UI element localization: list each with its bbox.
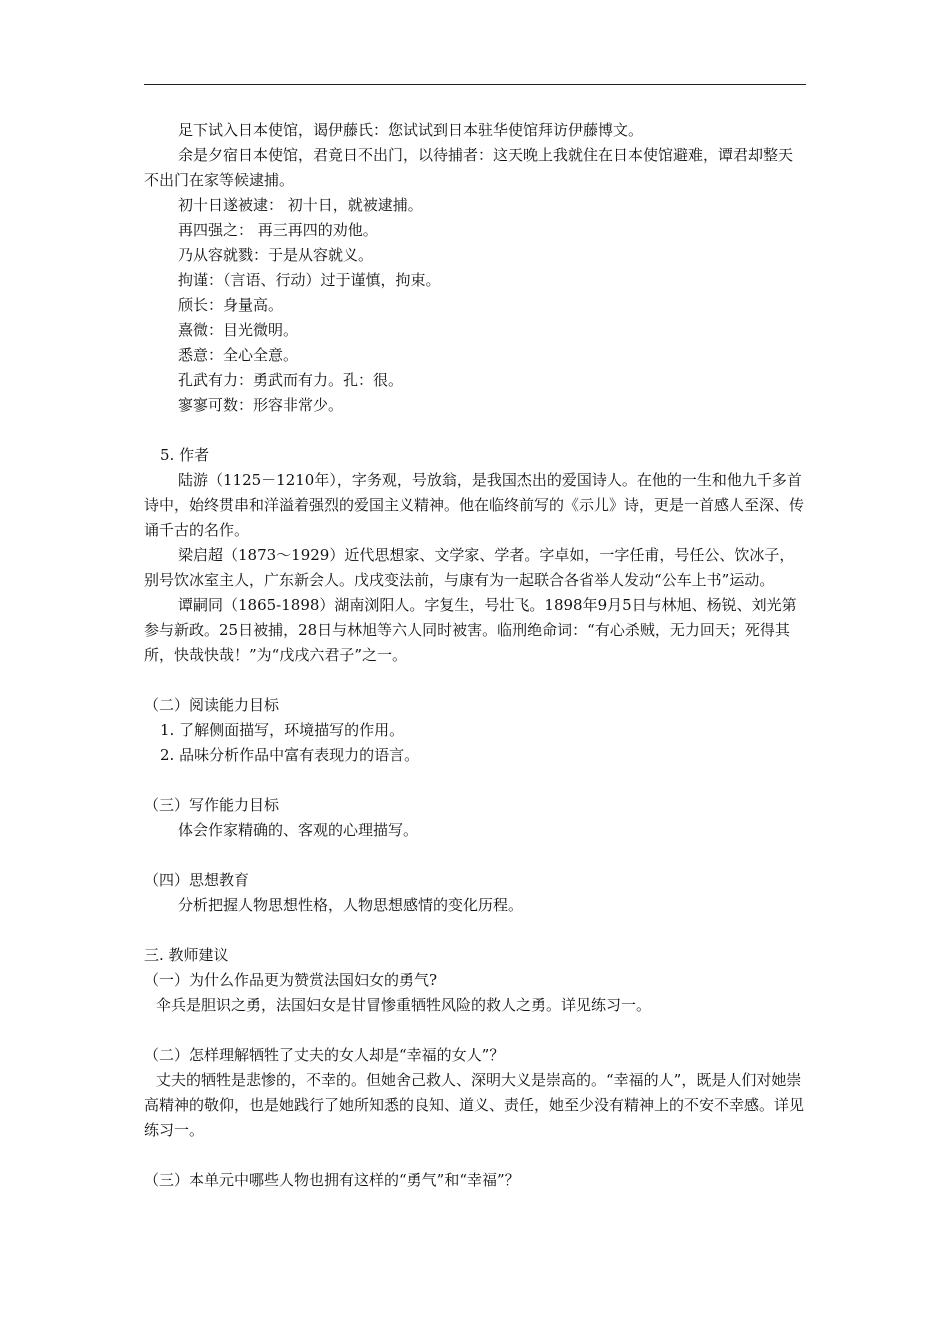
teacher-advice-section <box>144 943 806 1193</box>
reading-goals-section <box>144 693 806 768</box>
glossary-item: 孔武有力：勇武而有力。孔：很。 <box>178 371 404 389</box>
section-heading: （四）思想教育 <box>144 871 250 889</box>
section-heading: （二）阅读能力目标 <box>144 696 280 714</box>
section-heading: （三）写作能力目标 <box>144 796 280 814</box>
goal-item: 2. 品味分析作品中富有表现力的语言。 <box>160 746 420 764</box>
glossary-item: 再四强之： 再三再四的劝他。 <box>178 221 378 239</box>
document-body <box>144 118 806 1193</box>
header-rule <box>144 84 806 85</box>
glossary-item: 乃从容就戮：于是从容就义。 <box>178 246 374 264</box>
glossary-item: 拘谨：（言语、行动）过于谨慎，拘束。 <box>178 271 441 289</box>
glossary-item: 颀长：身量高。 <box>178 296 284 314</box>
goal-item: 1. 了解侧面描写，环境描写的作用。 <box>160 721 405 739</box>
author-paragraph: 谭嗣同（1865-1898）湖南浏阳人。字复生，号壮飞。1898年9月5日与林旭、杨锐、刘光第参与新政。25日被捕，28日与林旭等六人同时被害。临刑绝命词：“有心杀贼，无力回天；死得其所，快哉快哉！”为“戊戌六君子”之一。 <box>144 596 797 664</box>
author-paragraph: 陆游（1125－1210年），字务观，号放翁，是我国杰出的爱国诗人。在他的一生和他九千多首诗中，始终贯串和洋溢着强烈的爱国主义精神。他在临终前写的《示儿》诗，更是一首感人至深、传诵千古的名作。 <box>144 471 805 539</box>
answer: 伞兵是胆识之勇，法国妇女是甘冒惨重牺牲风险的救人之勇。详见练习一。 <box>156 996 652 1014</box>
author-paragraph: 梁启超（1873～1929）近代思想家、文学家、学者。字卓如，一字任甫，号任公、饮冰子，别号饮冰室主人，广东新会人。戊戌变法前，与康有为一起联合各省举人发动“公车上书”运动。 <box>144 546 795 589</box>
glossary-item: 足下试入日本使馆，谒伊藤氏：您试试到日本驻华使馆拜访伊藤博文。 <box>178 121 644 139</box>
moral-education-section <box>144 868 806 918</box>
question: （三）本单元中哪些人物也拥有这样的“勇气”和“幸福”？ <box>144 1171 520 1189</box>
moral-education-text: 分析把握人物思想性格，人物思想感情的变化历程。 <box>178 896 524 914</box>
glossary-item: 寥寥可数：形容非常少。 <box>178 396 344 414</box>
writing-goals-section <box>144 793 806 843</box>
writing-goals-text: 体会作家精确的、客观的心理描写。 <box>178 821 419 839</box>
section-heading: 三. 教师建议 <box>144 946 229 964</box>
glossary-list <box>144 118 806 418</box>
glossary-item: 余是夕宿日本使馆，君竟日不出门，以待捕者：这天晚上我就住在日本使馆避难，谭君却整天不出门在家等候逮捕。 <box>144 146 794 189</box>
answer: 丈夫的牺牲是悲惨的，不幸的。但她舍己救人、深明大义是崇高的。“幸福的人”，既是人们对她崇高精神的敬仰，也是她践行了她所知悉的良知、道义、责任，她至少没有精神上的不安不幸感。详见练习一。 <box>144 1071 805 1139</box>
question: （二）怎样理解牺牲了丈夫的女人却是“幸福的女人”？ <box>144 1046 505 1064</box>
glossary-item: 初十日遂被逮： 初十日，就被逮捕。 <box>178 196 423 214</box>
section-heading: 5. 作者 <box>160 446 210 464</box>
glossary-item: 悉意：全心全意。 <box>178 346 299 364</box>
question: （一）为什么作品更为赞赏法国妇女的勇气? <box>144 971 438 989</box>
author-section <box>144 443 806 668</box>
glossary-item: 熹微：目光微明。 <box>178 321 299 339</box>
